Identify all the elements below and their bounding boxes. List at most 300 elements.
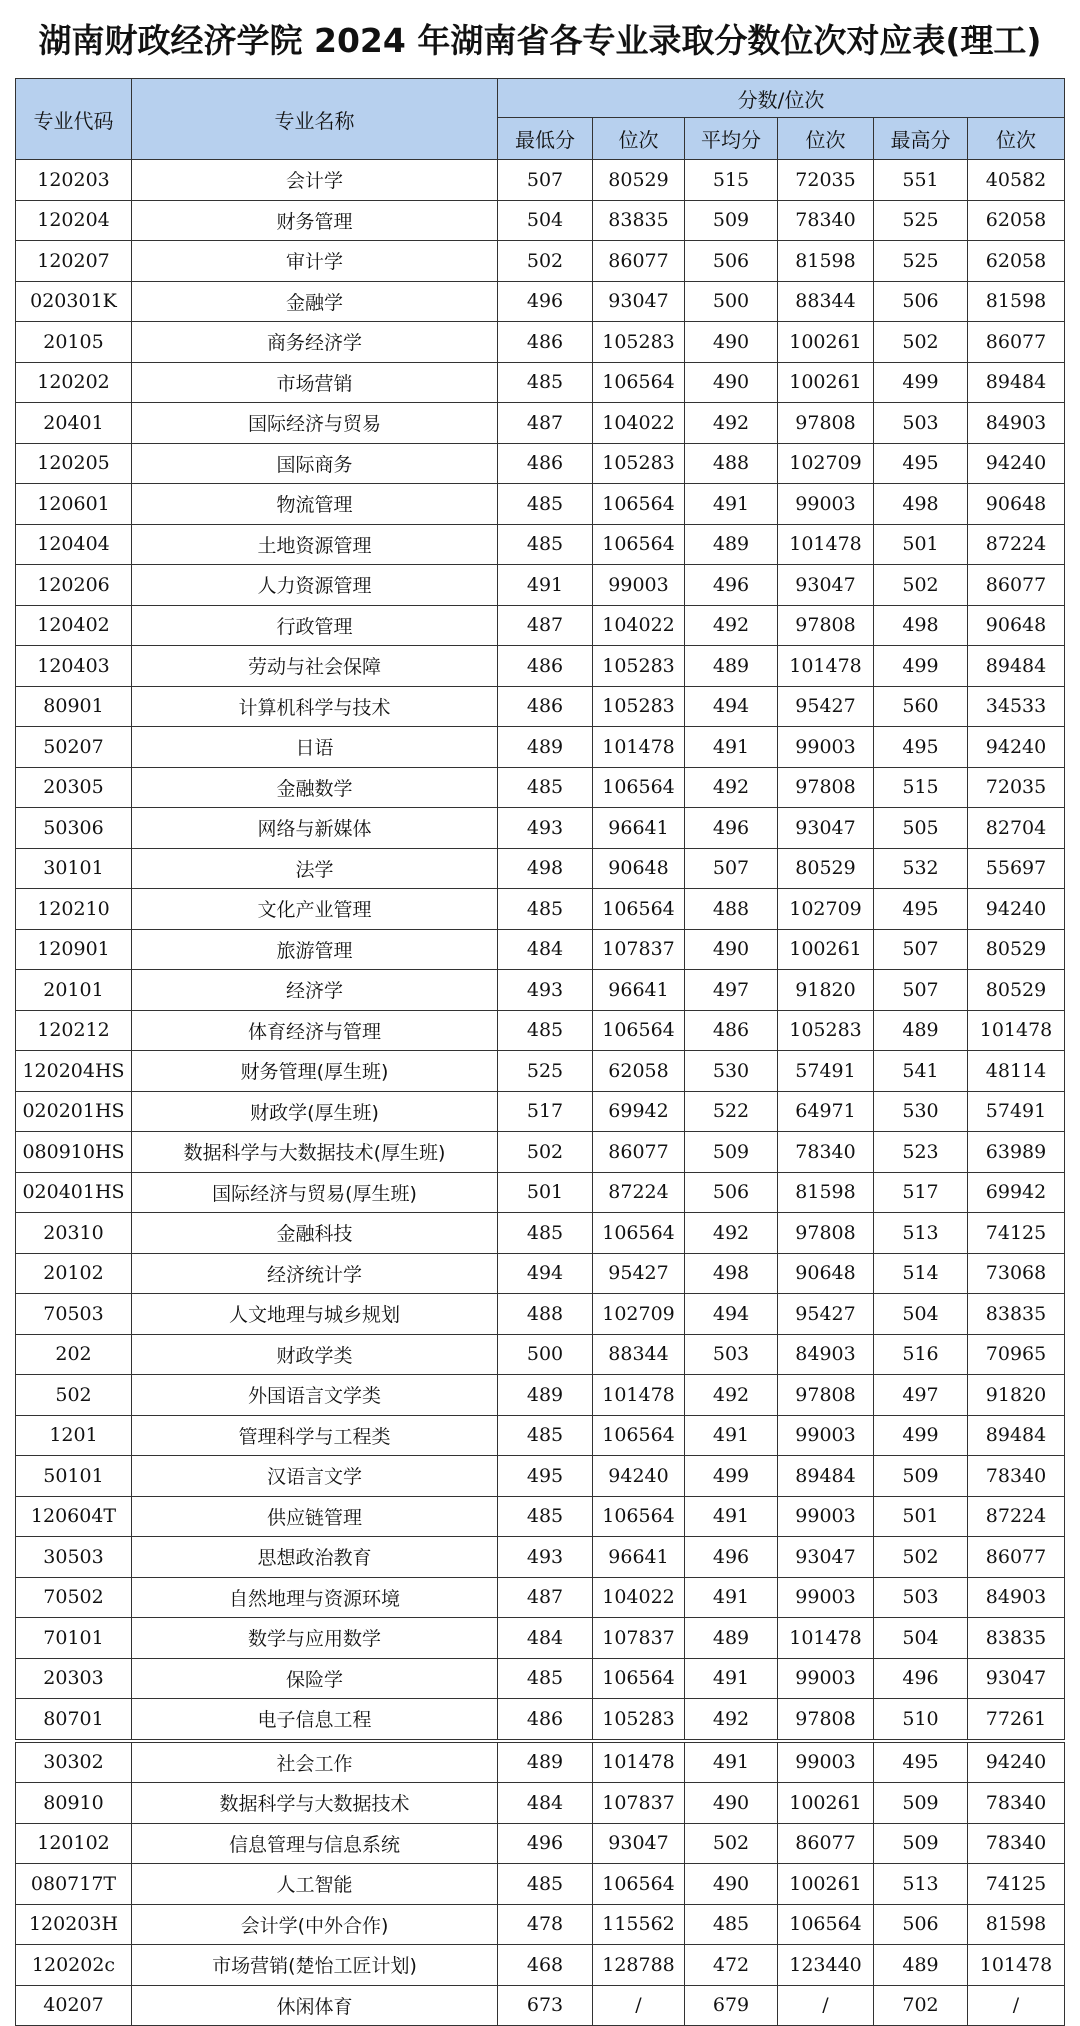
cell-avg-rank: 95427 [778, 1294, 874, 1335]
cell-avg-score: 494 [685, 686, 778, 727]
cell-max-score: 498 [874, 605, 968, 646]
cell-major-name: 思想政治教育 [132, 1537, 498, 1578]
table-row [16, 241, 1065, 282]
cell-max-score: 503 [874, 403, 968, 444]
cell-min-score: 487 [498, 403, 593, 444]
cell-min-rank: 105283 [593, 322, 685, 363]
cell-max-score: 509 [874, 1783, 968, 1824]
cell-max-score: 506 [874, 281, 968, 322]
cell-avg-score: 503 [685, 1334, 778, 1375]
cell-avg-score: 492 [685, 1375, 778, 1416]
cell-avg-rank: 99003 [778, 1577, 874, 1618]
cell-max-score: 495 [874, 443, 968, 484]
cell-major-name: 经济统计学 [132, 1253, 498, 1294]
cell-max-rank: 78340 [968, 1783, 1065, 1824]
cell-avg-score: 502 [685, 1823, 778, 1864]
cell-max-score: 497 [874, 1375, 968, 1416]
cell-min-score: 489 [498, 727, 593, 768]
cell-avg-rank: 81598 [778, 1172, 874, 1213]
header-major-name: 专业名称 [132, 79, 498, 160]
cell-major-code: 1201 [16, 1415, 132, 1456]
cell-min-rank: 102709 [593, 1294, 685, 1335]
cell-major-code: 080910HS [16, 1132, 132, 1173]
cell-major-code: 20305 [16, 767, 132, 808]
cell-min-score: 485 [498, 1864, 593, 1905]
cell-min-score: 493 [498, 970, 593, 1011]
cell-min-rank: 106564 [593, 767, 685, 808]
cell-max-score: 507 [874, 970, 968, 1011]
cell-min-score: 502 [498, 241, 593, 282]
cell-min-score: 484 [498, 1783, 593, 1824]
cell-min-rank: 107837 [593, 929, 685, 970]
cell-max-rank: 94240 [968, 443, 1065, 484]
cell-max-score: 510 [874, 1699, 968, 1741]
cell-avg-score: 490 [685, 929, 778, 970]
cell-major-code: 120901 [16, 929, 132, 970]
cell-major-name: 供应链管理 [132, 1496, 498, 1537]
header-score-rank-group: 分数/位次 [498, 79, 1065, 118]
cell-min-score: 488 [498, 1294, 593, 1335]
cell-avg-score: 491 [685, 1577, 778, 1618]
cell-max-rank: 78340 [968, 1456, 1065, 1497]
cell-max-score: 498 [874, 484, 968, 525]
table-row [16, 565, 1065, 606]
cell-min-rank: 107837 [593, 1783, 685, 1824]
cell-max-rank: 90648 [968, 484, 1065, 525]
table-row [16, 1456, 1065, 1497]
cell-max-rank: 74125 [968, 1864, 1065, 1905]
cell-avg-score: 522 [685, 1091, 778, 1132]
cell-min-score: 478 [498, 1904, 593, 1945]
table-row [16, 1415, 1065, 1456]
table-row [16, 1496, 1065, 1537]
cell-max-rank: 62058 [968, 200, 1065, 241]
cell-major-name: 数学与应用数学 [132, 1618, 498, 1659]
cell-max-rank: / [968, 1985, 1065, 2026]
cell-major-code: 30503 [16, 1537, 132, 1578]
cell-avg-score: 679 [685, 1985, 778, 2026]
cell-min-score: 485 [498, 1496, 593, 1537]
cell-avg-score: 491 [685, 1741, 778, 1783]
cell-avg-rank: 100261 [778, 322, 874, 363]
cell-min-score: 489 [498, 1375, 593, 1416]
cell-major-code: 120402 [16, 605, 132, 646]
cell-major-name: 国际商务 [132, 443, 498, 484]
cell-major-name: 数据科学与大数据技术 [132, 1783, 498, 1824]
cell-major-code: 120403 [16, 646, 132, 687]
cell-min-rank: 99003 [593, 565, 685, 606]
cell-avg-rank: 88344 [778, 281, 874, 322]
table-row [16, 524, 1065, 565]
cell-max-score: 503 [874, 1577, 968, 1618]
cell-avg-score: 509 [685, 200, 778, 241]
cell-max-rank: 84903 [968, 1577, 1065, 1618]
cell-max-rank: 70965 [968, 1334, 1065, 1375]
cell-major-name: 休闲体育 [132, 1985, 498, 2026]
cell-max-score: 702 [874, 1985, 968, 2026]
table-row [16, 1213, 1065, 1254]
cell-major-name: 日语 [132, 727, 498, 768]
cell-avg-rank: 86077 [778, 1823, 874, 1864]
cell-avg-rank: 101478 [778, 524, 874, 565]
cell-avg-score: 496 [685, 565, 778, 606]
cell-max-score: 504 [874, 1294, 968, 1335]
cell-max-score: 502 [874, 322, 968, 363]
page-title: 湖南财政经济学院 2024 年湖南省各专业录取分数位次对应表(理工) [38, 21, 1042, 60]
cell-avg-score: 499 [685, 1456, 778, 1497]
cell-min-score: 486 [498, 646, 593, 687]
cell-major-code: 202 [16, 1334, 132, 1375]
cell-min-rank: 101478 [593, 1375, 685, 1416]
cell-max-rank: 89484 [968, 1415, 1065, 1456]
table-row [16, 727, 1065, 768]
cell-max-score: 523 [874, 1132, 968, 1173]
cell-min-score: 496 [498, 1823, 593, 1864]
cell-avg-score: 496 [685, 808, 778, 849]
table-row [16, 1864, 1065, 1905]
cell-major-name: 经济学 [132, 970, 498, 1011]
cell-major-code: 080717T [16, 1864, 132, 1905]
cell-avg-score: 485 [685, 1904, 778, 1945]
cell-min-rank: 106564 [593, 1010, 685, 1051]
cell-max-rank: 57491 [968, 1091, 1065, 1132]
cell-min-rank: 96641 [593, 970, 685, 1011]
table-row [16, 1375, 1065, 1416]
cell-avg-rank: 81598 [778, 241, 874, 282]
table-row [16, 1945, 1065, 1986]
cell-major-name: 国际经济与贸易 [132, 403, 498, 444]
cell-max-score: 502 [874, 565, 968, 606]
cell-major-name: 土地资源管理 [132, 524, 498, 565]
cell-avg-rank: 78340 [778, 1132, 874, 1173]
cell-major-name: 金融科技 [132, 1213, 498, 1254]
cell-min-score: 491 [498, 565, 593, 606]
cell-min-score: 485 [498, 767, 593, 808]
cell-avg-score: 506 [685, 241, 778, 282]
cell-max-rank: 94240 [968, 1741, 1065, 1783]
cell-major-name: 信息管理与信息系统 [132, 1823, 498, 1864]
table-row [16, 1618, 1065, 1659]
cell-min-score: 507 [498, 160, 593, 201]
cell-avg-score: 491 [685, 1415, 778, 1456]
table-row [16, 767, 1065, 808]
cell-max-score: 515 [874, 767, 968, 808]
cell-max-score: 496 [874, 1658, 968, 1699]
table-row [16, 848, 1065, 889]
cell-min-rank: 104022 [593, 403, 685, 444]
cell-avg-rank: 57491 [778, 1051, 874, 1092]
header-max-rank: 位次 [968, 118, 1065, 160]
cell-max-score: 499 [874, 1415, 968, 1456]
cell-max-rank: 55697 [968, 848, 1065, 889]
cell-min-rank: 93047 [593, 281, 685, 322]
cell-max-rank: 73068 [968, 1253, 1065, 1294]
cell-min-rank: 106564 [593, 484, 685, 525]
cell-min-score: 484 [498, 1618, 593, 1659]
table-row [16, 1904, 1065, 1945]
cell-max-score: 499 [874, 646, 968, 687]
cell-min-score: 525 [498, 1051, 593, 1092]
cell-max-rank: 63989 [968, 1132, 1065, 1173]
cell-max-rank: 87224 [968, 1496, 1065, 1537]
cell-max-score: 532 [874, 848, 968, 889]
cell-major-code: 120202c [16, 1945, 132, 1986]
cell-min-score: 504 [498, 200, 593, 241]
cell-major-code: 20105 [16, 322, 132, 363]
cell-avg-score: 492 [685, 403, 778, 444]
cell-max-score: 513 [874, 1864, 968, 1905]
table-row [16, 605, 1065, 646]
cell-min-rank: 106564 [593, 1213, 685, 1254]
cell-major-code: 70503 [16, 1294, 132, 1335]
cell-min-rank: 106564 [593, 1496, 685, 1537]
cell-major-code: 120207 [16, 241, 132, 282]
cell-min-score: 486 [498, 686, 593, 727]
cell-avg-rank: 101478 [778, 1618, 874, 1659]
cell-major-name: 人工智能 [132, 1864, 498, 1905]
table-row [16, 1051, 1065, 1092]
cell-min-rank: 86077 [593, 241, 685, 282]
cell-major-name: 会计学(中外合作) [132, 1904, 498, 1945]
cell-major-code: 50306 [16, 808, 132, 849]
cell-avg-rank: 100261 [778, 362, 874, 403]
cell-avg-rank: 100261 [778, 1783, 874, 1824]
cell-max-rank: 82704 [968, 808, 1065, 849]
table-row [16, 1091, 1065, 1132]
cell-avg-score: 492 [685, 1699, 778, 1741]
table-row [16, 970, 1065, 1011]
cell-avg-rank: 97808 [778, 1375, 874, 1416]
cell-major-code: 120404 [16, 524, 132, 565]
cell-avg-score: 507 [685, 848, 778, 889]
cell-avg-rank: 64971 [778, 1091, 874, 1132]
cell-avg-score: 506 [685, 1172, 778, 1213]
cell-major-code: 020201HS [16, 1091, 132, 1132]
cell-min-score: 486 [498, 1699, 593, 1741]
cell-avg-score: 491 [685, 1496, 778, 1537]
cell-max-rank: 81598 [968, 1904, 1065, 1945]
cell-max-rank: 69942 [968, 1172, 1065, 1213]
cell-major-code: 30101 [16, 848, 132, 889]
cell-major-code: 120205 [16, 443, 132, 484]
cell-max-rank: 101478 [968, 1010, 1065, 1051]
cell-max-score: 525 [874, 200, 968, 241]
cell-min-rank: 101478 [593, 1741, 685, 1783]
cell-avg-rank: 78340 [778, 200, 874, 241]
cell-major-code: 120203 [16, 160, 132, 201]
cell-major-code: 120601 [16, 484, 132, 525]
cell-max-score: 495 [874, 889, 968, 930]
cell-max-score: 501 [874, 1496, 968, 1537]
cell-max-rank: 86077 [968, 322, 1065, 363]
cell-min-rank: 115562 [593, 1904, 685, 1945]
cell-avg-score: 491 [685, 727, 778, 768]
cell-avg-score: 492 [685, 1213, 778, 1254]
table-row [16, 1823, 1065, 1864]
cell-major-name: 旅游管理 [132, 929, 498, 970]
table-row [16, 1132, 1065, 1173]
cell-max-rank: 90648 [968, 605, 1065, 646]
table-row [16, 1294, 1065, 1335]
cell-min-score: 517 [498, 1091, 593, 1132]
table-row [16, 160, 1065, 201]
table-row [16, 1741, 1065, 1783]
cell-major-code: 120212 [16, 1010, 132, 1051]
table-row [16, 200, 1065, 241]
cell-avg-rank: 97808 [778, 1213, 874, 1254]
cell-major-name: 市场营销(楚怡工匠计划) [132, 1945, 498, 1986]
cell-max-score: 504 [874, 1618, 968, 1659]
cell-avg-rank: 99003 [778, 1658, 874, 1699]
cell-avg-score: 497 [685, 970, 778, 1011]
cell-min-rank: 69942 [593, 1091, 685, 1132]
cell-min-score: 487 [498, 605, 593, 646]
cell-max-rank: 91820 [968, 1375, 1065, 1416]
cell-avg-rank: 99003 [778, 1741, 874, 1783]
cell-avg-rank: 95427 [778, 686, 874, 727]
cell-max-score: 551 [874, 160, 968, 201]
cell-max-rank: 101478 [968, 1945, 1065, 1986]
cell-max-rank: 89484 [968, 362, 1065, 403]
cell-avg-rank: 99003 [778, 484, 874, 525]
cell-max-rank: 84903 [968, 403, 1065, 444]
cell-max-score: 513 [874, 1213, 968, 1254]
cell-max-rank: 48114 [968, 1051, 1065, 1092]
cell-major-name: 商务经济学 [132, 322, 498, 363]
cell-major-name: 体育经济与管理 [132, 1010, 498, 1051]
cell-max-score: 516 [874, 1334, 968, 1375]
cell-avg-rank: 97808 [778, 403, 874, 444]
cell-max-rank: 72035 [968, 767, 1065, 808]
cell-min-rank: / [593, 1985, 685, 2026]
cell-max-score: 495 [874, 727, 968, 768]
cell-avg-rank: 106564 [778, 1904, 874, 1945]
cell-avg-rank: 100261 [778, 929, 874, 970]
cell-min-score: 486 [498, 322, 593, 363]
cell-avg-score: 491 [685, 484, 778, 525]
table-row [16, 1699, 1065, 1741]
cell-avg-score: 489 [685, 524, 778, 565]
header-avg-rank: 位次 [778, 118, 874, 160]
cell-avg-score: 489 [685, 646, 778, 687]
table-row [16, 929, 1065, 970]
cell-avg-score: 490 [685, 1783, 778, 1824]
admission-score-table [15, 78, 1065, 2026]
cell-min-rank: 96641 [593, 808, 685, 849]
cell-min-rank: 104022 [593, 1577, 685, 1618]
cell-avg-rank: 97808 [778, 605, 874, 646]
cell-min-rank: 106564 [593, 1415, 685, 1456]
cell-min-score: 495 [498, 1456, 593, 1497]
cell-min-score: 485 [498, 889, 593, 930]
cell-avg-score: 496 [685, 1537, 778, 1578]
cell-major-name: 财务管理(厚生班) [132, 1051, 498, 1092]
cell-major-name: 计算机科学与技术 [132, 686, 498, 727]
cell-avg-rank: 93047 [778, 565, 874, 606]
cell-min-rank: 94240 [593, 1456, 685, 1497]
cell-avg-score: 492 [685, 605, 778, 646]
cell-major-code: 120202 [16, 362, 132, 403]
cell-avg-rank: 123440 [778, 1945, 874, 1986]
cell-max-rank: 93047 [968, 1658, 1065, 1699]
cell-min-score: 485 [498, 1010, 593, 1051]
cell-max-score: 501 [874, 524, 968, 565]
cell-min-rank: 96641 [593, 1537, 685, 1578]
cell-avg-score: 491 [685, 1658, 778, 1699]
table-row [16, 1334, 1065, 1375]
cell-major-code: 50207 [16, 727, 132, 768]
cell-min-rank: 105283 [593, 646, 685, 687]
cell-major-name: 外国语言文学类 [132, 1375, 498, 1416]
cell-major-code: 120210 [16, 889, 132, 930]
table-row [16, 808, 1065, 849]
table-body [16, 160, 1065, 2026]
table-row [16, 1010, 1065, 1051]
cell-major-name: 管理科学与工程类 [132, 1415, 498, 1456]
cell-max-score: 509 [874, 1823, 968, 1864]
cell-major-name: 会计学 [132, 160, 498, 201]
cell-major-name: 财政学类 [132, 1334, 498, 1375]
table-row [16, 281, 1065, 322]
cell-min-rank: 106564 [593, 1864, 685, 1905]
cell-avg-score: 509 [685, 1132, 778, 1173]
cell-min-rank: 106564 [593, 362, 685, 403]
cell-avg-score: 490 [685, 362, 778, 403]
table-row [16, 889, 1065, 930]
cell-major-name: 数据科学与大数据技术(厚生班) [132, 1132, 498, 1173]
cell-major-name: 保险学 [132, 1658, 498, 1699]
cell-max-rank: 94240 [968, 727, 1065, 768]
cell-major-code: 80701 [16, 1699, 132, 1741]
cell-max-rank: 74125 [968, 1213, 1065, 1254]
cell-max-rank: 40582 [968, 160, 1065, 201]
cell-major-code: 120204 [16, 200, 132, 241]
header-max-score: 最高分 [874, 118, 968, 160]
cell-avg-score: 494 [685, 1294, 778, 1335]
cell-min-score: 493 [498, 1537, 593, 1578]
table-row [16, 1577, 1065, 1618]
header-min-score: 最低分 [498, 118, 593, 160]
cell-min-rank: 62058 [593, 1051, 685, 1092]
cell-avg-rank: 99003 [778, 1415, 874, 1456]
cell-max-score: 489 [874, 1945, 968, 1986]
cell-min-rank: 87224 [593, 1172, 685, 1213]
cell-max-rank: 80529 [968, 970, 1065, 1011]
cell-min-rank: 95427 [593, 1253, 685, 1294]
table-row [16, 1985, 1065, 2026]
cell-max-rank: 89484 [968, 646, 1065, 687]
table-row [16, 484, 1065, 525]
cell-major-code: 20102 [16, 1253, 132, 1294]
cell-avg-rank: 105283 [778, 1010, 874, 1051]
table-row [16, 1658, 1065, 1699]
cell-avg-rank: 100261 [778, 1864, 874, 1905]
cell-min-score: 494 [498, 1253, 593, 1294]
cell-max-rank: 83835 [968, 1618, 1065, 1659]
cell-major-code: 20101 [16, 970, 132, 1011]
cell-avg-score: 500 [685, 281, 778, 322]
cell-min-rank: 107837 [593, 1618, 685, 1659]
cell-avg-rank: 93047 [778, 808, 874, 849]
cell-min-rank: 105283 [593, 1699, 685, 1741]
table-row [16, 443, 1065, 484]
cell-major-name: 网络与新媒体 [132, 808, 498, 849]
cell-major-code: 80910 [16, 1783, 132, 1824]
cell-major-name: 物流管理 [132, 484, 498, 525]
cell-major-name: 自然地理与资源环境 [132, 1577, 498, 1618]
cell-avg-score: 498 [685, 1253, 778, 1294]
table-row [16, 1783, 1065, 1824]
